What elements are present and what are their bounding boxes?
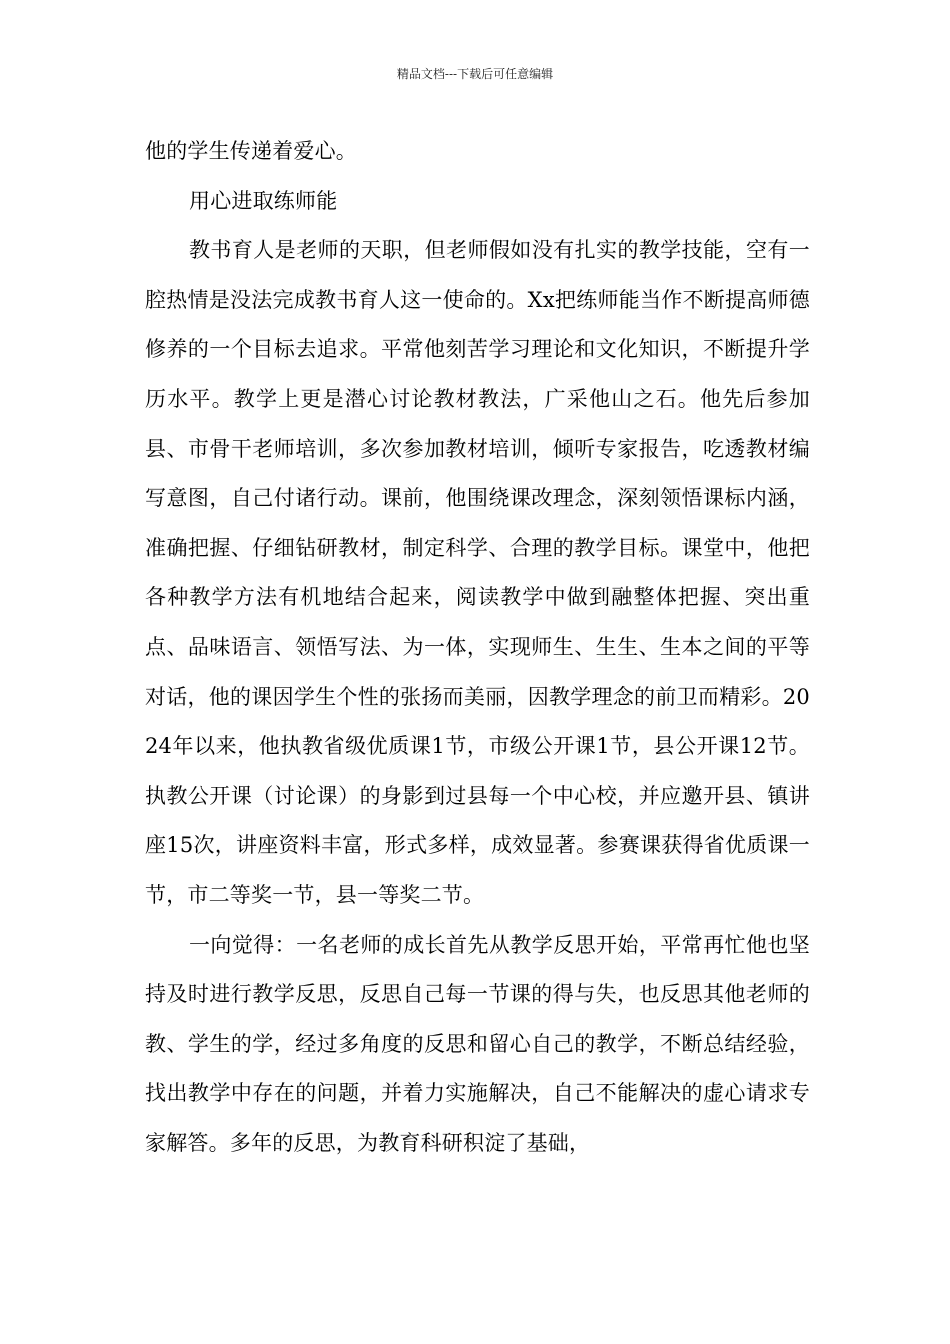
paragraph-continued: 他的学生传递着爱心。 xyxy=(145,139,357,163)
paragraph-teaching-skills: 教书育人是老师的天职，但老师假如没有扎实的教学技能，空有一腔热情是没法完成教书育人这一使命的。Xx把练师能当作不断提高师德修养的一个目标去追求。平常他刻苦学习理论和文化知识，不断提升学历水平。教学上更是潜心讨论教材教法，广采他山之石。他先后参加县、市骨干老师培训，多次参加教材培训，倾听专家报告，吃透教材编写意图，自己付诸行动。课前，他围绕课改理念，深刻领悟课标内涵，准确把握、仔细钻研教材，制定科学、合理的教学目标。课堂中，他把各种教学方法有机地结合起来，阅读教学中做到融整体把握、突出重点、品味语言、领悟写法、为一体，实现师生、生生、生本之间的平等对话，他的课因学生个性的张扬而美丽，因教学理念的前卫而精彩。2024年以来，他执教省级优质课1节，市级公开课1节，县公开课12节。执教公开课（讨论课）的身影到过县每一个中心校，并应邀开县、镇讲座15次，讲座资料丰富，形式多样，成效显著。参赛课获得省优质课一节，市二等奖一节，县一等奖二节。 xyxy=(145,238,810,907)
page-header: 精品文档---下载后可任意编辑 xyxy=(396,67,554,81)
section-heading: 用心进取练师能 xyxy=(189,188,338,213)
paragraph-reflection: 一向觉得：一名老师的成长首先从教学反思开始，平常再忙他也坚持及时进行教学反思，反思自己每一节课的得与失，也反思其他老师的教、学生的学，经过多角度的反思和留心自己的教学，不断总结经验，找出教学中存在的问题，并着力实施解决，自己不能解决的虚心请求专家解答。多年的反思，为教育科研积淀了基础， xyxy=(145,932,810,1155)
document-body xyxy=(145,127,810,1168)
